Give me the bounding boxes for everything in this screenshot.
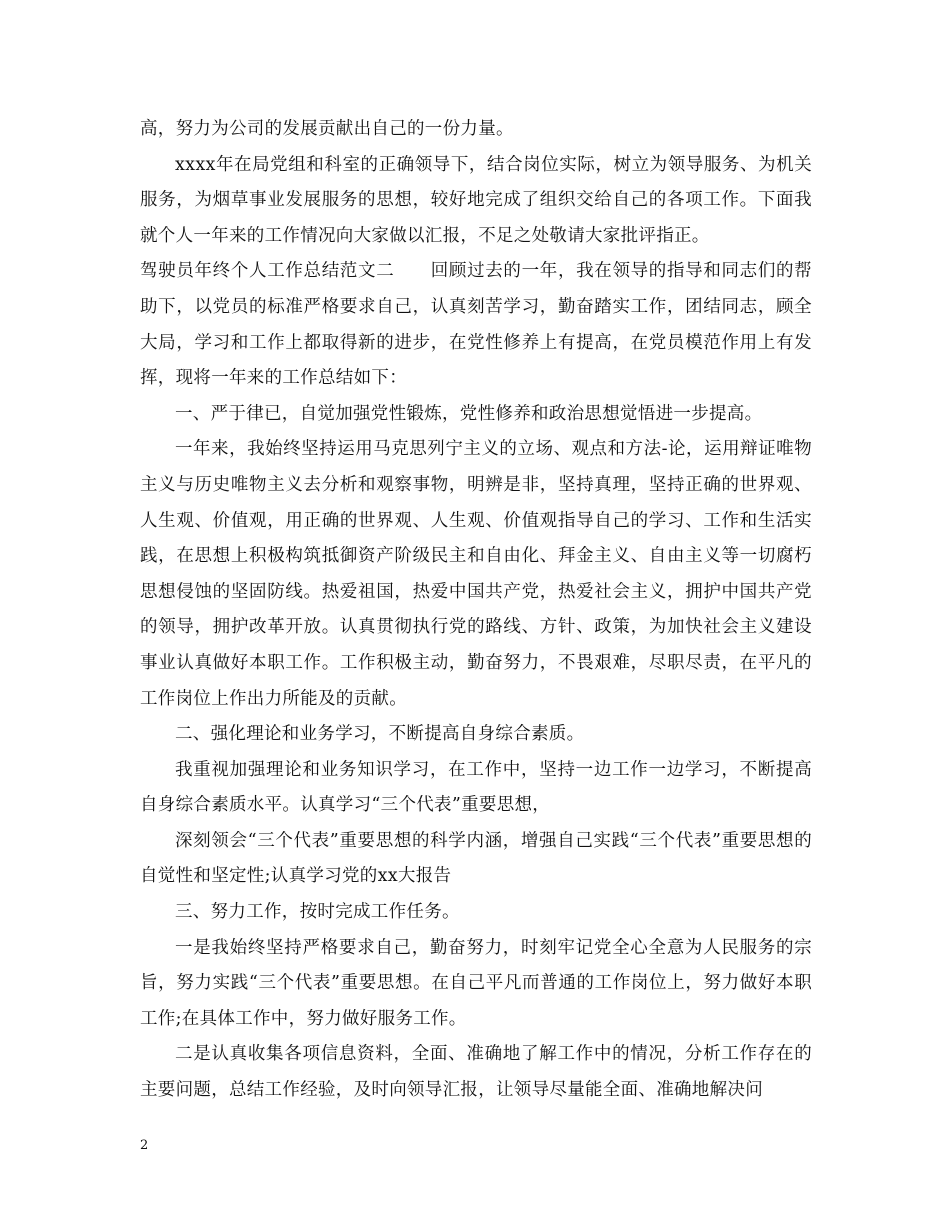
paragraph: 高，努力为公司的发展贡献出自己的一份力量。 bbox=[140, 119, 514, 139]
paragraph: 深刻领会“三个代表”重要思想的科学内涵，增强自己实践“三个代表”重要思想的自觉性和坚定性;认真学习党的xx大报告 bbox=[140, 830, 812, 887]
section-heading: 三、努力工作，按时完成工作任务。 bbox=[175, 902, 460, 923]
section-heading: 二、强化理论和业务学习，不断提高自身综合素质。 bbox=[175, 724, 585, 745]
paragraph: 二是认真收集各项信息资料，全面、准确地了解工作中的情况，分析工作存在的主要问题，总结工作经验，及时向领导汇报，让领导尽量能全面、准确地解决问 bbox=[140, 1044, 812, 1101]
paragraph: xxxx年在局党组和科室的正确领导下，结合岗位实际，树立为领导服务、为机关服务，为烟草事业发展服务的思想，较好地完成了组织交给自己的各项工作。下面我就个人一年来的工作情况向大家做以汇报，不足之处敬请大家批评指正。 bbox=[140, 154, 812, 246]
paragraph: 一是我始终坚持严格要求自己，勤奋努力，时刻牢记党全心全意为人民服务的宗旨，努力实践“三个代表”重要思想。在自己平凡而普通的工作岗位上，努力做好本职工作;在具体工作中，努力做好服务工作。 bbox=[140, 937, 812, 1029]
paragraph: 我重视加强理论和业务知识学习，在工作中，坚持一边工作一边学习，不断提高自身综合素质水平。认真学习“三个代表”重要思想， bbox=[140, 759, 812, 816]
paragraph: 一年来，我始终坚持运用马克思列宁主义的立场、观点和方法-论，运用辩证唯物主义与历史唯物主义去分析和观察事物，明辨是非，坚持真理，坚持正确的世界观、人生观、价值观，用正确的世界观、人生观、价值观指导自己的学习、工作和生活实践，在思想上积极构筑抵御资产阶级民主和自由化、拜金主义、自由主义等一切腐朽思想侵蚀的坚固防线。热爱祖国，热爱中国共产党，热爱社会主义，拥护中国共产党的领导，拥护改革开放。认真贯彻执行党的路线、方针、政策，为加快社会主义建设事业认真做好本职工作。工作积极主动，勤奋努力，不畏艰难，尽职尽责，在平凡的工作岗位上作出力所能及的贡献。 bbox=[140, 439, 812, 709]
document-body bbox=[140, 112, 812, 1109]
section-heading: 一、严于律已，自觉加强党性锻炼，党性修养和政治思想觉悟进一步提高。 bbox=[175, 403, 763, 424]
page-number: 2 bbox=[140, 1138, 149, 1153]
paragraph: 驾驶员年终个人工作总结范文二 回顾过去的一年，我在领导的指导和同志们的帮助下，以党员的标准严格要求自己，认真刻苦学习，勤奋踏实工作，团结同志，顾全大局，学习和工作上都取得新的进步，在党性修养上有提高，在党员模范作用上有发挥，现将一年来的工作总结如下： bbox=[140, 261, 812, 389]
